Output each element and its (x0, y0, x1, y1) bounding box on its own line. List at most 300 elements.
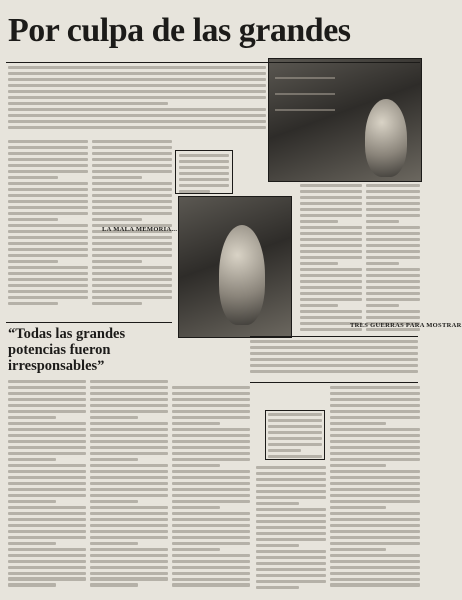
placeholder-text-line (8, 236, 88, 239)
placeholder-text-line (90, 446, 168, 449)
placeholder-text-line (366, 292, 420, 295)
placeholder-text-line (330, 524, 420, 527)
text-column-1 (8, 140, 88, 310)
placeholder-text-line (268, 449, 301, 452)
placeholder-text-line (8, 583, 56, 586)
placeholder-text-line (90, 398, 168, 401)
placeholder-text-line (366, 256, 420, 259)
placeholder-text-line (172, 488, 250, 491)
photo-seated-portrait (178, 196, 292, 338)
placeholder-text-line (300, 286, 362, 289)
placeholder-text-line (172, 428, 250, 431)
placeholder-text-line (92, 206, 172, 209)
placeholder-text-line (8, 554, 86, 557)
placeholder-text-line (256, 580, 326, 583)
placeholder-text-line (8, 416, 56, 419)
placeholder-text-line (330, 416, 420, 419)
placeholder-text-line (8, 176, 58, 179)
placeholder-text-line (256, 502, 299, 505)
placeholder-text-line (8, 577, 86, 580)
placeholder-text-line (366, 250, 420, 253)
placeholder-text-line (8, 464, 86, 467)
placeholder-text-line (8, 218, 58, 221)
text-column-6 (90, 380, 168, 595)
placeholder-text-line (256, 496, 326, 499)
placeholder-text-line (90, 560, 168, 563)
section-rule (6, 322, 172, 323)
placeholder-text-line (8, 78, 266, 81)
placeholder-text-line (90, 583, 138, 586)
placeholder-text-line (330, 566, 420, 569)
placeholder-text-line (330, 530, 420, 533)
placeholder-text-line (172, 524, 250, 527)
placeholder-text-line (300, 268, 362, 271)
placeholder-text-line (172, 470, 250, 473)
placeholder-text-line (90, 452, 168, 455)
placeholder-text-line (90, 482, 168, 485)
placeholder-text-line (92, 176, 142, 179)
placeholder-text-line (92, 302, 142, 305)
placeholder-text-line (8, 398, 86, 401)
placeholder-text-line (256, 508, 326, 511)
placeholder-text-line (172, 548, 220, 551)
placeholder-text-line (366, 274, 420, 277)
placeholder-text-line (172, 530, 250, 533)
placeholder-text-line (8, 200, 88, 203)
placeholder-text-line (92, 248, 172, 251)
placeholder-text-line (8, 536, 86, 539)
placeholder-text-line (90, 566, 168, 569)
placeholder-text-line (172, 416, 250, 419)
placeholder-text-line (179, 166, 229, 169)
callout-quote (250, 340, 418, 380)
placeholder-text-line (366, 286, 420, 289)
placeholder-text-line (8, 248, 88, 251)
placeholder-text-line (90, 464, 168, 467)
pull-quote: “Todas las grandes potencias fueron irresponsables” (8, 326, 126, 374)
placeholder-text-line (300, 244, 362, 247)
placeholder-text-line (300, 304, 338, 307)
placeholder-text-line (92, 260, 142, 263)
placeholder-text-line (8, 512, 86, 515)
text-column-2 (92, 140, 178, 310)
placeholder-text-line (172, 572, 250, 575)
placeholder-text-line (179, 178, 229, 181)
placeholder-text-line (92, 152, 172, 155)
placeholder-text-line (8, 260, 58, 263)
placeholder-text-line (172, 566, 250, 569)
placeholder-text-line (92, 296, 172, 299)
placeholder-text-line (92, 200, 172, 203)
callout-rule-top (250, 336, 418, 337)
placeholder-text-line (172, 494, 250, 497)
placeholder-text-line (330, 488, 420, 491)
placeholder-text-line (90, 577, 168, 580)
placeholder-text-line (172, 542, 250, 545)
callout-rule-bottom (250, 382, 418, 383)
placeholder-text-line (268, 455, 322, 458)
placeholder-text-line (92, 170, 172, 173)
placeholder-text-line (8, 272, 88, 275)
placeholder-text-line (8, 494, 86, 497)
placeholder-text-line (90, 428, 168, 431)
placeholder-text-line (366, 238, 420, 241)
placeholder-text-line (366, 196, 420, 199)
text-column-8 (330, 386, 420, 595)
placeholder-text-line (8, 230, 88, 233)
placeholder-text-line (300, 232, 362, 235)
placeholder-text-line (256, 478, 326, 481)
placeholder-text-line (172, 583, 250, 586)
placeholder-text-line (330, 500, 420, 503)
placeholder-text-line (330, 578, 420, 581)
placeholder-text-line (8, 126, 266, 129)
placeholder-text-line (256, 490, 326, 493)
placeholder-text-line (90, 536, 168, 539)
byline (8, 52, 258, 60)
placeholder-text-line (92, 278, 172, 281)
placeholder-text-line (179, 160, 229, 163)
placeholder-text-line (366, 214, 420, 217)
placeholder-text-line (366, 244, 420, 247)
placeholder-text-line (8, 170, 88, 173)
placeholder-text-line (8, 404, 86, 407)
placeholder-text-line (172, 506, 220, 509)
placeholder-text-line (366, 262, 399, 265)
placeholder-text-line (8, 560, 86, 563)
placeholder-text-line (8, 482, 86, 485)
placeholder-text-line (300, 220, 338, 223)
text-column-5 (8, 380, 86, 595)
placeholder-text-line (256, 514, 326, 517)
placeholder-text-line (8, 72, 266, 75)
placeholder-text-line (172, 386, 250, 389)
placeholder-text-line (92, 272, 172, 275)
placeholder-text-line (330, 536, 420, 539)
placeholder-text-line (8, 488, 86, 491)
placeholder-text-line (8, 284, 88, 287)
placeholder-text-line (268, 443, 322, 446)
placeholder-text-line (300, 274, 362, 277)
placeholder-text-line (330, 458, 420, 461)
placeholder-text-line (172, 458, 250, 461)
placeholder-text-line (8, 410, 86, 413)
placeholder-text-line (8, 290, 88, 293)
text-column-9 (256, 466, 326, 595)
placeholder-text-line (90, 470, 168, 473)
placeholder-text-line (268, 413, 322, 416)
placeholder-text-line (8, 392, 86, 395)
placeholder-text-line (90, 386, 168, 389)
placeholder-text-line (330, 554, 420, 557)
placeholder-text-line (8, 224, 88, 227)
placeholder-text-line (300, 196, 362, 199)
placeholder-text-line (8, 422, 86, 425)
placeholder-text-line (8, 242, 88, 245)
placeholder-text-line (90, 416, 138, 419)
placeholder-text-line (172, 410, 250, 413)
placeholder-text-line (300, 256, 362, 259)
placeholder-text-line (256, 544, 299, 547)
placeholder-text-line (366, 280, 420, 283)
placeholder-text-line (90, 506, 168, 509)
placeholder-text-line (90, 524, 168, 527)
placeholder-text-line (8, 434, 86, 437)
placeholder-text-line (268, 437, 322, 440)
placeholder-text-line (179, 172, 229, 175)
placeholder-text-line (90, 410, 168, 413)
text-column-7 (172, 386, 250, 595)
placeholder-text-line (366, 208, 420, 211)
placeholder-text-line (172, 500, 250, 503)
placeholder-text-line (8, 296, 88, 299)
intro-paragraph (8, 66, 266, 136)
placeholder-text-line (92, 140, 172, 143)
placeholder-text-line (8, 266, 88, 269)
placeholder-text-line (8, 188, 88, 191)
placeholder-text-line (172, 482, 250, 485)
placeholder-text-line (172, 398, 250, 401)
placeholder-text-line (330, 506, 386, 509)
placeholder-text-line (92, 254, 172, 257)
placeholder-text-line (8, 380, 86, 383)
placeholder-text-line (8, 96, 266, 99)
placeholder-text-line (256, 568, 326, 571)
placeholder-text-line (90, 476, 168, 479)
placeholder-text-line (268, 419, 322, 422)
placeholder-text-line (330, 428, 420, 431)
headline: Por culpa de las grandes (8, 12, 351, 49)
placeholder-text-line (8, 506, 86, 509)
placeholder-text-line (92, 194, 172, 197)
placeholder-text-line (8, 254, 88, 257)
placeholder-text-line (256, 484, 326, 487)
placeholder-text-line (172, 434, 250, 437)
boxed-quote (175, 150, 233, 194)
placeholder-text-line (300, 190, 362, 193)
placeholder-text-line (92, 182, 172, 185)
placeholder-text-line (300, 262, 338, 265)
photo-office-portrait (268, 58, 422, 182)
placeholder-text-line (300, 250, 362, 253)
placeholder-text-line (179, 190, 210, 193)
placeholder-text-line (8, 114, 266, 117)
placeholder-text-line (330, 512, 420, 515)
placeholder-text-line (8, 566, 86, 569)
placeholder-text-line (8, 446, 86, 449)
placeholder-text-line (92, 284, 172, 287)
placeholder-text-line (92, 290, 172, 293)
placeholder-text-line (330, 560, 420, 563)
placeholder-text-line (8, 428, 86, 431)
placeholder-text-line (90, 380, 168, 383)
placeholder-text-line (256, 550, 326, 553)
placeholder-text-line (8, 140, 88, 143)
placeholder-text-line (8, 302, 58, 305)
placeholder-text-line (366, 304, 399, 307)
placeholder-text-line (90, 494, 168, 497)
placeholder-text-line (256, 556, 326, 559)
placeholder-text-line (8, 120, 266, 123)
placeholder-text-line (90, 392, 168, 395)
placeholder-text-line (8, 518, 86, 521)
placeholder-text-line (92, 158, 172, 161)
placeholder-text-line (366, 220, 399, 223)
placeholder-text-line (172, 560, 250, 563)
placeholder-text-line (366, 268, 420, 271)
placeholder-text-line (92, 266, 172, 269)
placeholder-text-line (172, 392, 250, 395)
placeholder-text-line (330, 482, 420, 485)
placeholder-text-line (300, 280, 362, 283)
placeholder-text-line (8, 452, 86, 455)
placeholder-text-line (8, 164, 88, 167)
placeholder-text-line (330, 392, 420, 395)
placeholder-text-line (256, 526, 326, 529)
placeholder-text-line (300, 292, 362, 295)
placeholder-text-line (8, 146, 88, 149)
placeholder-text-line (8, 500, 56, 503)
placeholder-text-line (8, 572, 86, 575)
placeholder-text-line (330, 518, 420, 521)
text-column-4 (366, 184, 420, 334)
placeholder-text-line (8, 152, 88, 155)
placeholder-text-line (92, 188, 172, 191)
subhead-three-wars: TRES GUERRAS PARA MOSTRAR (350, 322, 462, 329)
placeholder-text-line (330, 446, 420, 449)
placeholder-text-line (8, 470, 86, 473)
placeholder-text-line (90, 530, 168, 533)
placeholder-text-line (8, 102, 168, 105)
placeholder-text-line (330, 583, 420, 586)
placeholder-text-line (92, 242, 172, 245)
placeholder-text-line (250, 346, 418, 349)
placeholder-text-line (8, 524, 86, 527)
placeholder-text-line (256, 520, 326, 523)
placeholder-text-line (92, 218, 142, 221)
placeholder-text-line (8, 476, 86, 479)
placeholder-text-line (330, 548, 386, 551)
placeholder-text-line (8, 182, 88, 185)
placeholder-text-line (330, 434, 420, 437)
header-rule (6, 62, 420, 63)
placeholder-text-line (172, 446, 250, 449)
placeholder-text-line (90, 404, 168, 407)
placeholder-text-line (256, 532, 326, 535)
subhead-memory: LA MALA MEMORIA... (102, 226, 178, 233)
placeholder-text-line (330, 470, 420, 473)
placeholder-text-line (8, 278, 88, 281)
placeholder-text-line (300, 208, 362, 211)
placeholder-text-line (300, 316, 362, 319)
placeholder-text-line (8, 542, 56, 545)
placeholder-text-line (300, 238, 362, 241)
placeholder-text-line (8, 158, 88, 161)
placeholder-text-line (250, 358, 418, 361)
placeholder-text-line (90, 434, 168, 437)
placeholder-text-line (90, 542, 138, 545)
placeholder-text-line (366, 232, 420, 235)
boxed-note (265, 410, 325, 460)
placeholder-text-line (250, 364, 418, 367)
placeholder-text-line (90, 440, 168, 443)
placeholder-text-line (8, 212, 88, 215)
placeholder-text-line (300, 310, 362, 313)
placeholder-text-line (300, 298, 362, 301)
placeholder-text-line (8, 548, 86, 551)
placeholder-text-line (300, 214, 362, 217)
placeholder-text-line (300, 184, 362, 187)
placeholder-text-line (8, 194, 88, 197)
placeholder-text-line (250, 340, 418, 343)
placeholder-text-line (300, 226, 362, 229)
placeholder-text-line (366, 202, 420, 205)
placeholder-text-line (330, 452, 420, 455)
placeholder-text-line (172, 554, 250, 557)
placeholder-text-line (250, 352, 418, 355)
placeholder-text-line (179, 184, 229, 187)
placeholder-text-line (90, 554, 168, 557)
placeholder-text-line (256, 466, 326, 469)
placeholder-text-line (8, 386, 86, 389)
placeholder-text-line (330, 440, 420, 443)
placeholder-text-line (8, 84, 266, 87)
placeholder-text-line (172, 536, 250, 539)
placeholder-text-line (90, 458, 138, 461)
placeholder-text-line (366, 310, 420, 313)
placeholder-text-line (366, 298, 420, 301)
placeholder-text-line (172, 404, 250, 407)
placeholder-text-line (8, 458, 56, 461)
placeholder-text-line (8, 440, 86, 443)
placeholder-text-line (330, 404, 420, 407)
placeholder-text-line (8, 66, 266, 69)
placeholder-text-line (330, 398, 420, 401)
placeholder-text-line (90, 512, 168, 515)
text-column-3 (300, 184, 362, 334)
placeholder-text-line (92, 146, 172, 149)
placeholder-text-line (330, 572, 420, 575)
placeholder-text-line (256, 538, 326, 541)
placeholder-text-line (90, 488, 168, 491)
placeholder-text-line (90, 572, 168, 575)
placeholder-text-line (330, 494, 420, 497)
placeholder-text-line (90, 422, 168, 425)
placeholder-text-line (172, 512, 250, 515)
placeholder-text-line (256, 562, 326, 565)
placeholder-text-line (330, 386, 420, 389)
placeholder-text-line (330, 422, 386, 425)
placeholder-text-line (92, 236, 172, 239)
placeholder-text-line (330, 476, 420, 479)
placeholder-text-line (256, 574, 326, 577)
placeholder-text-line (330, 464, 386, 467)
placeholder-text-line (256, 472, 326, 475)
placeholder-text-line (8, 90, 266, 93)
placeholder-text-line (250, 370, 418, 373)
placeholder-text-line (256, 586, 299, 589)
placeholder-text-line (8, 108, 266, 111)
placeholder-text-line (366, 190, 420, 193)
placeholder-text-line (179, 154, 229, 157)
placeholder-text-line (268, 431, 322, 434)
placeholder-text-line (92, 212, 172, 215)
placeholder-text-line (172, 578, 250, 581)
placeholder-text-line (366, 316, 420, 319)
placeholder-text-line (172, 452, 250, 455)
placeholder-text-line (366, 226, 420, 229)
placeholder-text-line (8, 206, 88, 209)
